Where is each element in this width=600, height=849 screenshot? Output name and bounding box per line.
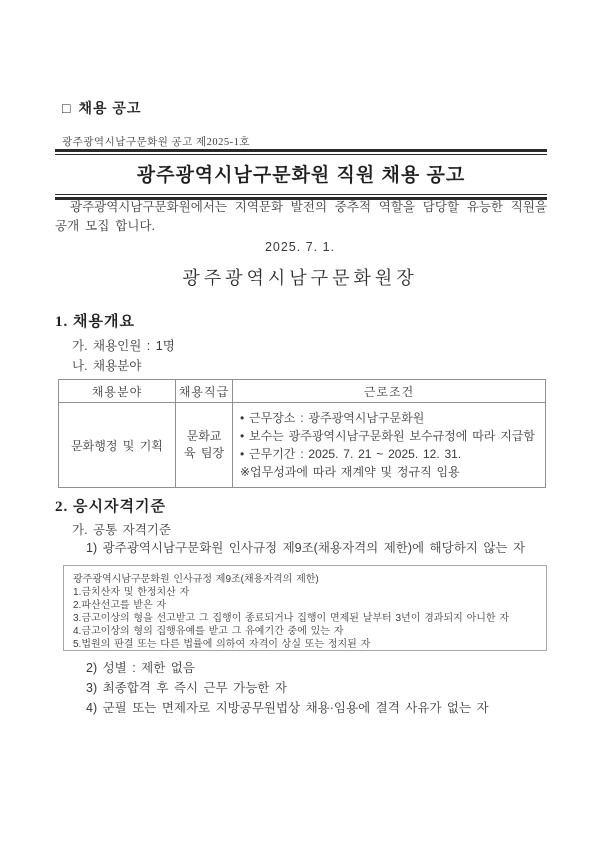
rule-line: 5.법원의 판결 또는 다른 법률에 의하여 자격이 상실 또는 정지된 자: [73, 639, 371, 650]
section2-item-1: 1) 광주광역시남구문화원 인사규정 제9조(채용자격의 제한)에 해당하지 않는 자: [86, 541, 526, 555]
col-header-field: 채용분야: [59, 380, 176, 403]
table-header-row: [59, 380, 546, 403]
condition-line: • 근무기간 : 2025. 7. 21 ~ 2025. 12. 31.: [240, 447, 462, 461]
condition-line: • 보수는 광주광역시남구문화원 보수규정에 따라 지급함: [240, 429, 535, 443]
section2-common-heading: 가. 공통 자격기준: [72, 523, 171, 537]
condition-line: • 근무장소 : 광주광역시남구문화원: [240, 411, 425, 425]
section2-item-3: 3) 최종합격 후 즉시 근무 가능한 자: [86, 681, 287, 695]
section2-item-4: 4) 군필 또는 면제자로 지방공무원법상 채용·임용에 결격 사유가 없는 자: [86, 701, 489, 715]
title-banner: [55, 149, 547, 200]
cell-grade: 문화교육 팀장: [176, 403, 233, 488]
document-header-label: 채용 공고: [78, 100, 142, 116]
intro-paragraph: 광주광역시남구문화원에서는 지역문화 발전의 중추적 역할을 담당할 유능한 직원을 공개 모집 합니다.: [55, 200, 547, 233]
document-date: 2025. 7. 1.: [264, 240, 336, 254]
checkbox-icon: □: [62, 100, 72, 116]
signature-line: 광주광역시남구문화원장: [182, 268, 418, 288]
section1-heading: 1. 채용개요: [55, 314, 135, 330]
rule-line: 4.금고이상의 형의 집행유예를 받고 그 유예기간 중에 있는 자: [73, 626, 344, 637]
col-header-conditions: 근로조건: [233, 380, 546, 403]
page-title: 광주광역시남구문화원 직원 채용 공고: [55, 154, 547, 195]
recruit-table: [58, 379, 546, 488]
rule-line: 3.금고이상의 형을 선고받고 그 집행이 종료되거나 집행이 면제된 날부터 3년이 경과되지 아니한 자: [73, 613, 509, 624]
section1-item-na: 나. 채용분야: [72, 359, 142, 373]
cell-conditions: [233, 403, 546, 488]
col-header-grade: 채용직급: [176, 380, 233, 403]
condition-line: ※업무성과에 따라 재계약 및 정규직 임용: [240, 465, 460, 479]
section2-items: [86, 658, 489, 718]
notice-number: 광주광역시남구문화원 공고 제2025-1호: [62, 137, 250, 148]
cell-field: 문화행정 및 기획: [59, 403, 176, 488]
rule-line: 2.파산선고를 받은 자: [73, 600, 167, 611]
table-row: [59, 403, 546, 488]
personnel-rule-box: [63, 565, 547, 651]
rule-line: 1.금치산자 및 한정치산 자: [73, 587, 190, 598]
section2-heading: 2. 응시자격기준: [55, 499, 166, 515]
section1-item-ga: 가. 채용인원 : 1명: [72, 339, 175, 353]
rule-line: 광주광역시남구문화원 인사규정 제9조(채용자격의 제한): [73, 574, 319, 585]
document-header: [62, 98, 141, 118]
section2-item-2: 2) 성별 : 제한 없음: [86, 661, 195, 675]
